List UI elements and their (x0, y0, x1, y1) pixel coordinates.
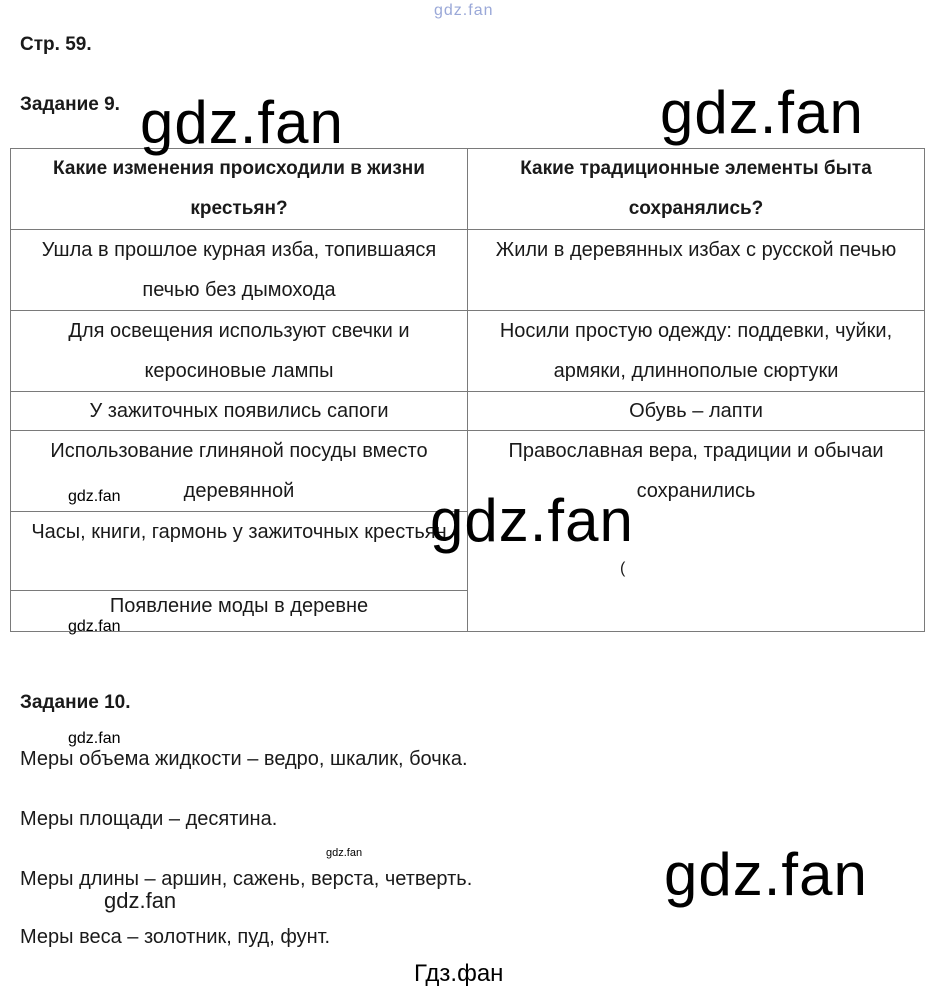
page-label: Стр. 59. (20, 34, 92, 55)
table-cell: У зажиточных появились сапоги (11, 392, 468, 431)
task10-line: Меры объема жидкости – ведро, шкалик, бочка. (20, 748, 468, 770)
watermark-big: gdz.fan (140, 89, 344, 156)
watermark-tiny: gdz.fan (326, 847, 363, 859)
watermark-small: gdz.fan (68, 488, 121, 505)
task9-table (10, 148, 925, 632)
watermark-big: gdz.fan (664, 841, 868, 908)
table-cell: Ушла в прошлое курная изба, топившаяся печью без дымохода (11, 230, 468, 311)
stray-mark: ( (620, 560, 626, 577)
watermark-big: gdz.fan (430, 487, 634, 554)
watermark-small: gdz.fan (68, 618, 121, 635)
table-cell: Часы, книги, гармонь у зажиточных крестьян (11, 512, 468, 591)
table-cell: Православная вера, традиции и обычаи сохранились (468, 431, 925, 632)
watermark-big: gdz.fan (660, 79, 864, 146)
task10-line: Меры площади – десятина. (20, 808, 278, 830)
table-header-changes: Какие изменения происходили в жизни крестьян? (11, 149, 468, 230)
watermark-medium: gdz.fan (104, 888, 177, 913)
table-cell: Жили в деревянных избах с русской печью (468, 230, 925, 311)
table-cell: Появление моды в деревне (11, 591, 468, 632)
table-row (11, 311, 925, 392)
task9-title: Задание 9. (20, 94, 120, 115)
table-cell: Для освещения используют свечки и керосиновые лампы (11, 311, 468, 392)
table-cell: Обувь – лапти (468, 392, 925, 431)
table-row (11, 230, 925, 311)
task10-line: Меры веса – золотник, пуд, фунт. (20, 926, 331, 948)
table-header-traditions: Какие традиционные элементы быта сохранялись? (468, 149, 925, 230)
watermark-bottom: Гдз.фан (414, 960, 504, 987)
task10-title: Задание 10. (20, 692, 131, 713)
table-header-row (11, 149, 925, 230)
table-row (11, 392, 925, 431)
task10-line: Меры длины – аршин, сажень, верста, четверть. (20, 868, 473, 890)
watermark-top: gdz.fan (434, 2, 494, 19)
table-cell: Носили простую одежду: поддевки, чуйки, армяки, длиннополые сюртуки (468, 311, 925, 392)
table-cell: Использование глиняной посуды вместо деревянной (11, 431, 468, 512)
watermark-small: gdz.fan (68, 730, 121, 747)
